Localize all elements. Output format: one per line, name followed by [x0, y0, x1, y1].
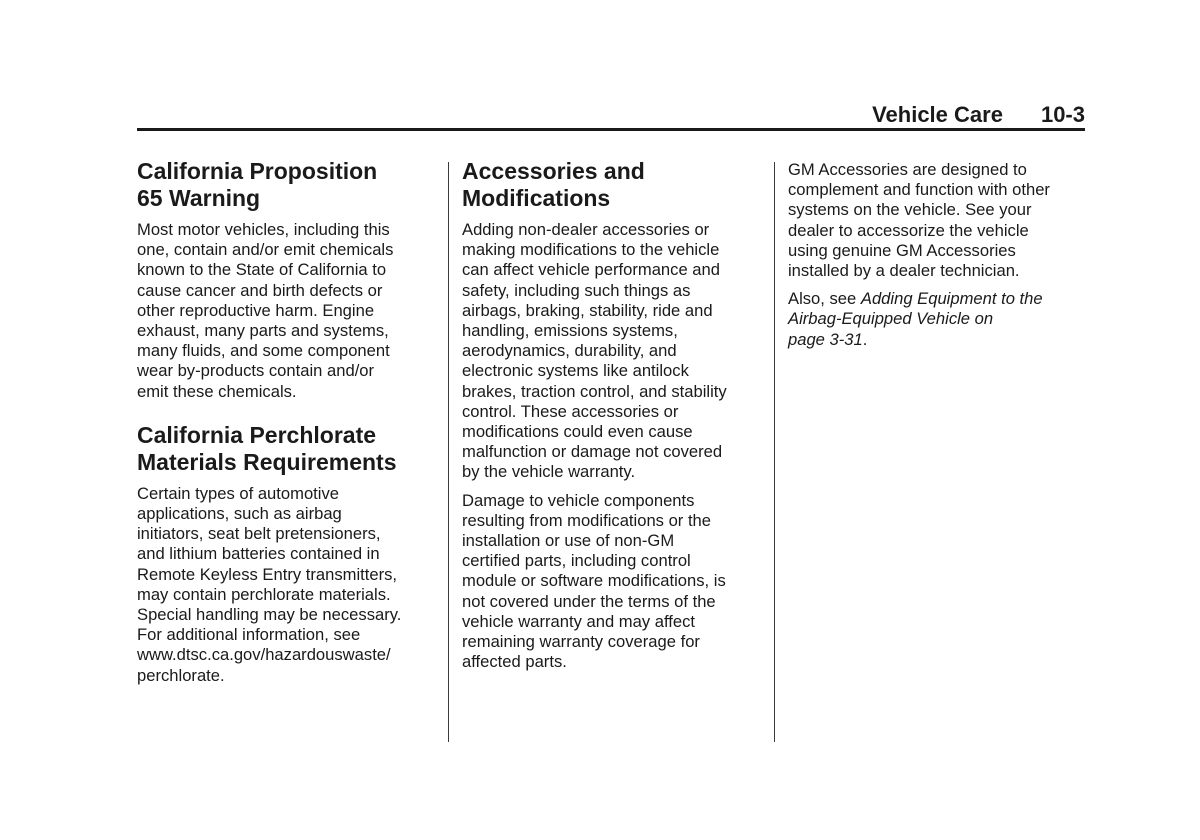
page-number: 10-3 — [1040, 102, 1085, 127]
column-3 — [788, 160, 1088, 358]
para-accessories-1: Adding non-dealer accessories or making modifications to the vehicle can affect vehicle performance and safety, including such things as airbags, braking, stability, ride and handling, emissions systems, aerodynamics, durability, and electronic systems like antilock brakes, traction control, and stability control. These accessories or modifications could even cause malfunction or damage not covered by the vehicle warranty. — [462, 220, 727, 482]
column-divider-1 — [448, 162, 449, 742]
see-also-suffix: . — [862, 329, 868, 349]
section-title: Vehicle Care — [872, 102, 1003, 127]
see-also-prefix: Also, see — [788, 289, 861, 309]
spacer — [137, 410, 437, 422]
para-see-also — [788, 289, 1088, 350]
column-divider-2 — [774, 162, 775, 742]
heading-perchlorate: California Perchlorate Materials Requirements — [137, 421, 397, 475]
header-text — [872, 100, 1085, 130]
heading-accessories: Accessories and Modifications — [462, 158, 645, 211]
para-gm-accessories: GM Accessories are designed to complement and function with other systems on the vehicle. See your dealer to accessorize the vehicle using genuine GM Accessories installed by a dealer technician. — [788, 160, 1050, 281]
heading-prop65: California Proposition 65 Warning — [137, 158, 378, 211]
para-prop65: Most motor vehicles, including this one, contain and/or emit chemicals known to the State of California to cause cancer and birth defects or other reproductive harm. Engine exhaust, many parts and systems, many fluids, and some component wear by-products contain and/or emit these chemicals. — [137, 220, 394, 401]
page-header — [137, 100, 1085, 130]
column-2 — [462, 158, 762, 680]
para-perchlorate: Certain types of automotive applications, such as airbag initiators, seat belt pretensioners, and lithium batteries contained in Remote Keyless Entry transmitters, may contain perchlorate materials. Special handling may be necessary. For additional information, see www.dtsc.ca.gov/hazardouswaste/ perchlorate. — [137, 483, 402, 685]
cross-reference-link[interactable]: Adding Equipment to the Airbag-Equipped Vehicle on page 3-31 — [788, 289, 1043, 349]
column-1 — [137, 158, 437, 694]
header-rule — [137, 128, 1085, 131]
para-accessories-2: Damage to vehicle components resulting from modifications or the installation or use of non-GM certified parts, including control module or software modifications, is not covered under the terms of the vehicle warranty and may affect remaining warranty coverage for affected parts. — [462, 490, 726, 672]
